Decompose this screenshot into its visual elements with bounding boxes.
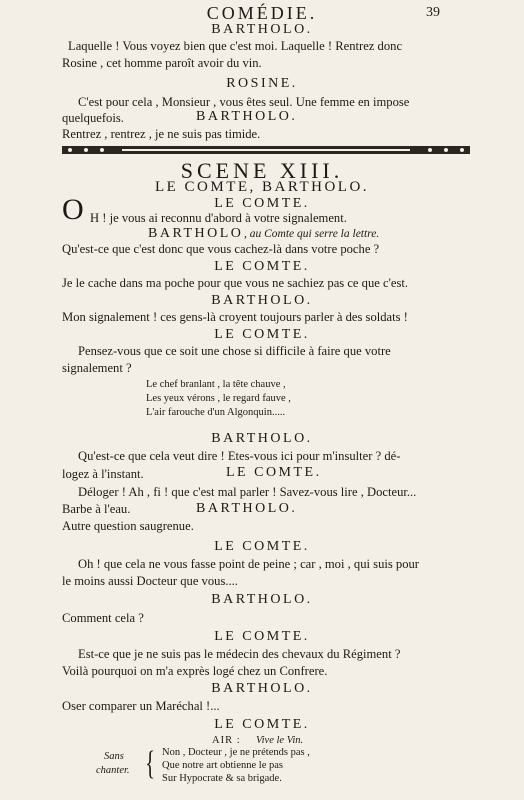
dialogue-line: Déloger ! Ah , fi ! que c'est mal parler ! Savez-vous lire , Docteur... — [78, 485, 417, 499]
dialogue-line: logez à l'instant. — [62, 467, 144, 481]
dialogue-line: le moins aussi Docteur que vous.... — [62, 574, 238, 588]
speaker-comte: LE COMTE. — [214, 539, 310, 554]
dialogue-line: Oh ! que cela ne vous fasse point de peine ; car , moi , qui suis pour — [78, 557, 419, 571]
dialogue-line: quelquefois. — [62, 111, 124, 125]
speaker-bartholo: BARTHOLO. — [211, 293, 313, 308]
speaker-rosine: ROSINE. — [226, 76, 298, 91]
speaker-comte: LE COMTE. — [214, 717, 310, 732]
stage-direction: , au Comte qui serre la lettre. — [244, 228, 380, 240]
speaker-bartholo: BARTHOLO. — [211, 681, 313, 696]
brace-icon: { — [145, 745, 156, 782]
dialogue-line: Rosine , cet homme paroît avoir du vin. — [62, 56, 262, 70]
scene-title: SCENE XIII. — [180, 158, 344, 183]
air-label: AIR : — [212, 735, 241, 746]
speaker-comte: LE COMTE. — [214, 327, 310, 342]
dialogue-line: Est-ce que je ne suis pas le médecin des chevaux du Régiment ? — [78, 647, 401, 661]
speaker-comte: LE COMTE. — [214, 259, 310, 274]
speaker-bartholo-2: BARTHOLO. — [196, 109, 298, 124]
dialogue-line: Laquelle ! Vous voyez bien que c'est moi. Laquelle ! Rentrez donc — [68, 39, 403, 53]
verse-line: L'air farouche d'un Algonquin..... — [146, 407, 286, 418]
song-line: Non , Docteur , je ne prétends pas , — [162, 747, 310, 758]
dialogue-line: signalement ? — [62, 361, 132, 375]
ornamental-divider — [62, 144, 470, 156]
dialogue-line: H ! je vous ai reconnu d'abord à votre signalement. — [90, 211, 347, 225]
scene-characters: LE COMTE, BARTHOLO. — [154, 179, 370, 195]
song-line: Sur Hypocrate & sa brigade. — [162, 773, 282, 784]
speaker-bartholo: BARTHOLO. — [211, 431, 313, 446]
dialogue-line: Rentrez , rentrez , je ne suis pas timide. — [62, 127, 261, 141]
song-line: Que notre art obtienne le pas — [162, 760, 283, 771]
speaker-bartholo: BARTHOLO. — [211, 592, 313, 607]
air-title: Vive le Vin. — [256, 735, 304, 746]
speaker-bartholo-1: BARTHOLO. — [211, 22, 313, 37]
dialogue-line: Comment cela ? — [62, 611, 144, 625]
dialogue-line: Oser comparer un Maréchal !... — [62, 699, 220, 713]
dialogue-line: Autre question saugrenue. — [62, 519, 194, 533]
speaker-comte: LE COMTE. — [214, 196, 310, 211]
song-label: Sans — [104, 751, 124, 762]
dialogue-line: Qu'est-ce que c'est donc que vous cachez-là dans votre poche ? — [62, 242, 380, 256]
speaker-bartholo: BARTHOLO — [148, 226, 244, 241]
verse-line: Le chef branlant , la tête chauve , — [146, 379, 286, 390]
page-number: 39 — [426, 5, 440, 20]
dialogue-line: C'est pour cela , Monsieur , vous êtes seul. Une femme en impose — [78, 95, 410, 109]
drop-cap: O — [62, 193, 84, 226]
speaker-bartholo: BARTHOLO. — [196, 501, 298, 516]
speaker-comte: LE COMTE. — [214, 629, 310, 644]
dialogue-line: Voilà pourquoi on m'a exprès logé chez un Confrere. — [62, 664, 328, 678]
verse-line: Les yeux vérons , le regard fauve , — [146, 393, 291, 404]
dialogue-line: Pensez-vous que ce soit une chose si difficile à faire que votre — [78, 344, 391, 358]
song-label: chanter. — [96, 765, 130, 776]
dialogue-line: Je le cache dans ma poche pour que vous ne sachiez pas ce que c'est. — [62, 276, 409, 290]
dialogue-line: Qu'est-ce que cela veut dire ! Etes-vous ici pour m'insulter ? dé- — [78, 449, 401, 463]
running-title: COMÉDIE. — [206, 3, 318, 23]
dialogue-line: Barbe à l'eau. — [62, 502, 131, 516]
dialogue-line: Mon signalement ! ces gens-là croyent toujours parler à des soldats ! — [62, 310, 408, 324]
speaker-comte: LE COMTE. — [226, 465, 322, 480]
